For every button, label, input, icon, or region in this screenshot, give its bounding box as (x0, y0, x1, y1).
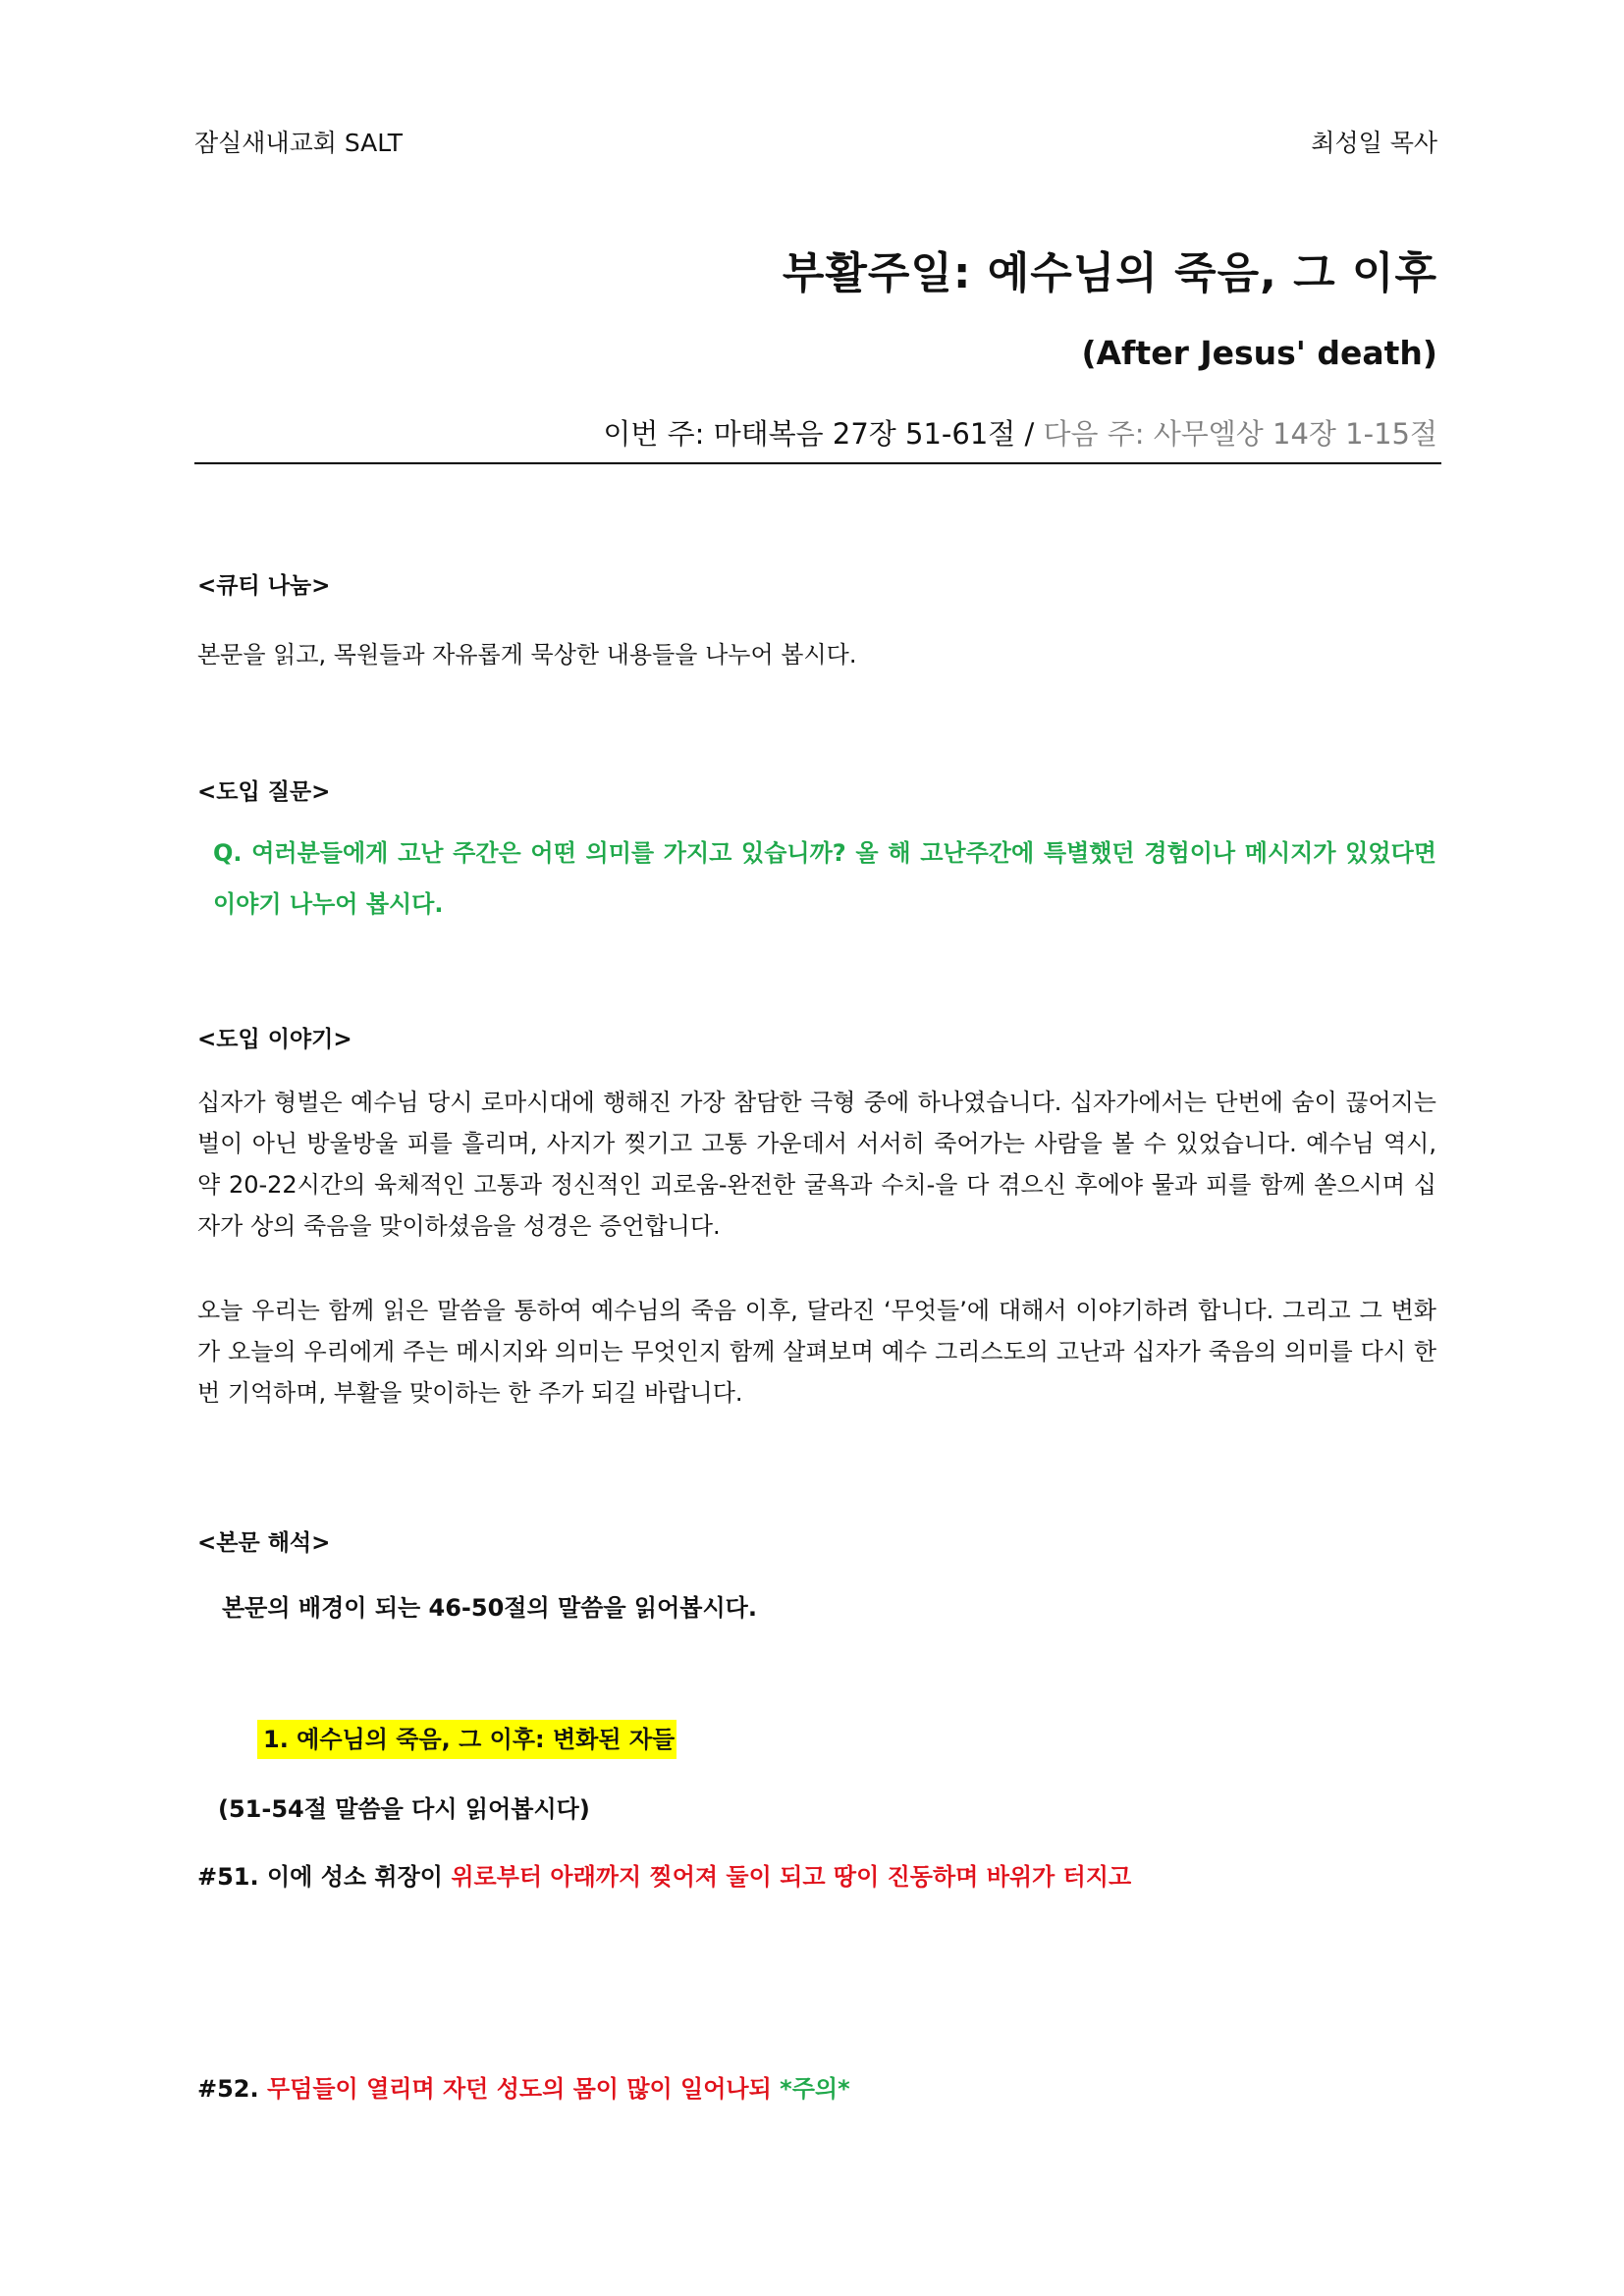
passage-line (603, 412, 1437, 453)
verse-52-note: *주의* (771, 2075, 850, 2103)
verse-52-prefix: #52. (197, 2075, 267, 2103)
next-week-passage: 다음 주: 사무엘상 14장 1-15절 (1043, 417, 1437, 451)
verse-51 (197, 1857, 1131, 1892)
qt-text: 본문을 읽고, 목원들과 자유롭게 묵상한 내용들을 나누어 봅시다. (197, 641, 857, 668)
qt-heading: <큐티 나눔> (197, 573, 331, 599)
church-name: 잠실새내교회 SALT (194, 129, 404, 157)
verse-51-prefix: #51. 이에 성소 휘장이 (197, 1863, 452, 1891)
point-1-highlight: 1. 예수님의 죽음, 그 이후: 변화된 자들 (257, 1720, 677, 1759)
intro-story-para-2: 오늘 우리는 함께 읽은 말씀을 통하여 예수님의 죽음 이후, 달라진 ‘무엇들’에 대해서 이야기하려 합니다. 그리고 그 변화가 오늘의 우리에게 주는 메시지와 의미는 무엇인지 함께 살펴보며 예수 그리스도의 고난과 십자가 죽음의 의미를 다시 한 번 기억하며, 부활을 맞이하는 한 주가 되길 바랍니다. (197, 1297, 1436, 1407)
intro-story-heading: <도입 이야기> (197, 1027, 352, 1052)
page-title: 부활주일: 예수님의 죽음, 그 이후 (782, 248, 1437, 298)
reread-instruction: (51-54절 말씀을 다시 읽어봅시다) (218, 1795, 590, 1823)
verse-51-red: 위로부터 아래까지 찢어져 둘이 되고 땅이 진동하며 바위가 터지고 (451, 1863, 1132, 1891)
page-subtitle: (After Jesus' death) (1081, 334, 1437, 372)
intro-story-para-1: 십자가 형벌은 예수님 당시 로마시대에 행해진 가장 참담한 극형 중에 하나였습니다. 십자가에서는 단번에 숨이 끊어지는 벌이 아닌 방울방울 피를 흘리며, 사지가 찢기고 고통 가운데서 서서히 죽어가는 사람을 볼 수 있었습니다. 예수님 역시, 약 20-22시간의 육체적인 고통과 정신적인 괴로움-완전한 굴욕과 수치-을 다 겪으신 후에야 물과 피를 함께 쏟으시며 십자가 상의 죽음을 맞이하셨음을 성경은 증언합니다. (197, 1089, 1436, 1240)
header-divider (194, 462, 1441, 464)
interpretation-heading: <본문 해석> (197, 1530, 331, 1556)
verse-52-red: 무덤들이 열리며 자던 성도의 몸이 많이 일어나되 (266, 2075, 772, 2103)
this-week-passage: 이번 주: 마태복음 27장 51-61절 / (603, 417, 1035, 451)
pastor-name: 최성일 목사 (1311, 129, 1437, 157)
point-1-heading (257, 1720, 677, 1754)
intro-question-text: Q. 여러분들에게 고난 주간은 어떤 의미를 가지고 있습니까? 올 해 고난주간에 특별했던 경험이나 메시지가 있었다면 이야기 나누어 봅시다. (213, 839, 1436, 918)
interpretation-lead: 본문의 배경이 되는 46-50절의 말씀을 읽어봅시다. (222, 1594, 757, 1622)
verse-52 (197, 2069, 850, 2104)
intro-question-heading: <도입 질문> (197, 779, 331, 805)
